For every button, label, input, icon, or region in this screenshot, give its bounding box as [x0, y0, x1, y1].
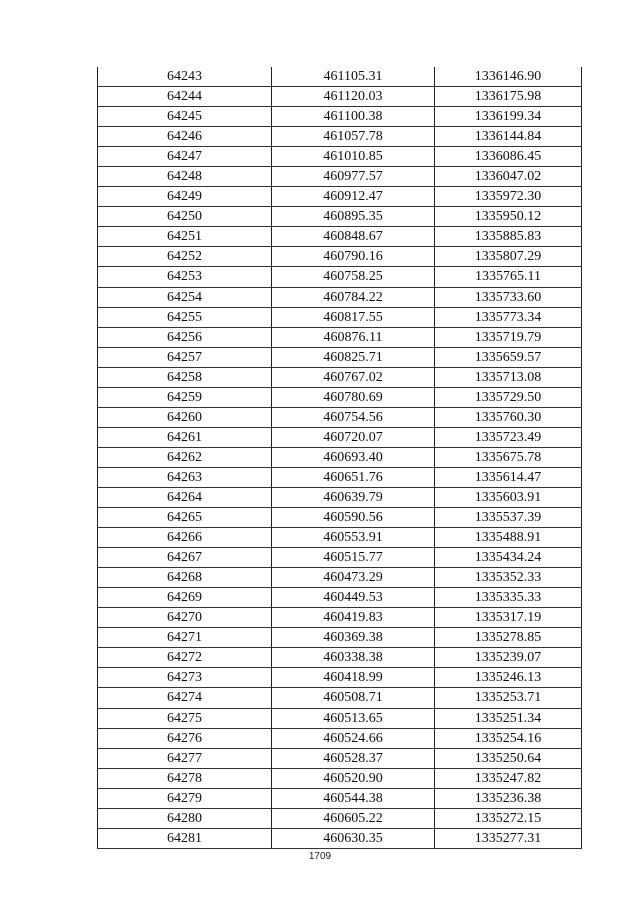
x-coordinate-cell: 460758.25	[272, 267, 435, 287]
coordinates-table-body	[98, 67, 582, 848]
table-row	[98, 628, 582, 648]
x-coordinate-cell: 460780.69	[272, 387, 435, 407]
x-coordinate-cell: 460515.77	[272, 548, 435, 568]
x-coordinate-cell: 460528.37	[272, 748, 435, 768]
point-id-cell: 64256	[98, 327, 272, 347]
x-coordinate-cell: 460520.90	[272, 768, 435, 788]
point-id-cell: 64259	[98, 387, 272, 407]
x-coordinate-cell: 460817.55	[272, 307, 435, 327]
y-coordinate-cell: 1335733.60	[435, 287, 582, 307]
x-coordinate-cell: 460790.16	[272, 247, 435, 267]
x-coordinate-cell: 460418.99	[272, 668, 435, 688]
point-id-cell: 64262	[98, 447, 272, 467]
y-coordinate-cell: 1335723.49	[435, 427, 582, 447]
x-coordinate-cell: 460605.22	[272, 808, 435, 828]
point-id-cell: 64246	[98, 127, 272, 147]
table-row	[98, 728, 582, 748]
y-coordinate-cell: 1335488.91	[435, 528, 582, 548]
y-coordinate-cell: 1335272.15	[435, 808, 582, 828]
x-coordinate-cell: 460720.07	[272, 427, 435, 447]
point-id-cell: 64280	[98, 808, 272, 828]
table-row	[98, 588, 582, 608]
y-coordinate-cell: 1335335.33	[435, 588, 582, 608]
x-coordinate-cell: 460825.71	[272, 347, 435, 367]
table-row	[98, 287, 582, 307]
y-coordinate-cell: 1335765.11	[435, 267, 582, 287]
y-coordinate-cell: 1335278.85	[435, 628, 582, 648]
table-row	[98, 407, 582, 427]
y-coordinate-cell: 1335251.34	[435, 708, 582, 728]
x-coordinate-cell: 460848.67	[272, 227, 435, 247]
y-coordinate-cell: 1335246.13	[435, 668, 582, 688]
table-row	[98, 548, 582, 568]
point-id-cell: 64258	[98, 367, 272, 387]
y-coordinate-cell: 1335807.29	[435, 247, 582, 267]
table-row	[98, 768, 582, 788]
point-id-cell: 64271	[98, 628, 272, 648]
x-coordinate-cell: 460524.66	[272, 728, 435, 748]
x-coordinate-cell: 460590.56	[272, 508, 435, 528]
x-coordinate-cell: 460651.76	[272, 467, 435, 487]
x-coordinate-cell: 460449.53	[272, 588, 435, 608]
point-id-cell: 64245	[98, 107, 272, 127]
point-id-cell: 64257	[98, 347, 272, 367]
point-id-cell: 64270	[98, 608, 272, 628]
table-row	[98, 427, 582, 447]
table-row	[98, 247, 582, 267]
y-coordinate-cell: 1335247.82	[435, 768, 582, 788]
y-coordinate-cell: 1335713.08	[435, 367, 582, 387]
x-coordinate-cell: 460544.38	[272, 788, 435, 808]
table-row	[98, 207, 582, 227]
table-row	[98, 528, 582, 548]
table-row	[98, 508, 582, 528]
table-row	[98, 688, 582, 708]
y-coordinate-cell: 1335236.38	[435, 788, 582, 808]
y-coordinate-cell: 1335972.30	[435, 187, 582, 207]
table-row	[98, 668, 582, 688]
point-id-cell: 64255	[98, 307, 272, 327]
table-row	[98, 487, 582, 507]
y-coordinate-cell: 1335277.31	[435, 828, 582, 848]
y-coordinate-cell: 1335537.39	[435, 508, 582, 528]
point-id-cell: 64254	[98, 287, 272, 307]
x-coordinate-cell: 460912.47	[272, 187, 435, 207]
point-id-cell: 64264	[98, 487, 272, 507]
x-coordinate-cell: 460369.38	[272, 628, 435, 648]
table-row	[98, 127, 582, 147]
table-row	[98, 347, 582, 367]
x-coordinate-cell: 461057.78	[272, 127, 435, 147]
y-coordinate-cell: 1335675.78	[435, 447, 582, 467]
y-coordinate-cell: 1335250.64	[435, 748, 582, 768]
table-row	[98, 648, 582, 668]
point-id-cell: 64263	[98, 467, 272, 487]
point-id-cell: 64253	[98, 267, 272, 287]
x-coordinate-cell: 460639.79	[272, 487, 435, 507]
point-id-cell: 64274	[98, 688, 272, 708]
point-id-cell: 64267	[98, 548, 272, 568]
table-row	[98, 367, 582, 387]
y-coordinate-cell: 1335254.16	[435, 728, 582, 748]
point-id-cell: 64265	[98, 508, 272, 528]
table-row	[98, 107, 582, 127]
table-row	[98, 708, 582, 728]
x-coordinate-cell: 461105.31	[272, 67, 435, 87]
y-coordinate-cell: 1336144.84	[435, 127, 582, 147]
y-coordinate-cell: 1335603.91	[435, 487, 582, 507]
point-id-cell: 64248	[98, 167, 272, 187]
point-id-cell: 64249	[98, 187, 272, 207]
x-coordinate-cell: 460630.35	[272, 828, 435, 848]
point-id-cell: 64279	[98, 788, 272, 808]
x-coordinate-cell: 460473.29	[272, 568, 435, 588]
table-row	[98, 608, 582, 628]
point-id-cell: 64275	[98, 708, 272, 728]
point-id-cell: 64251	[98, 227, 272, 247]
table-row	[98, 227, 582, 247]
y-coordinate-cell: 1335885.83	[435, 227, 582, 247]
x-coordinate-cell: 461010.85	[272, 147, 435, 167]
table-row	[98, 87, 582, 107]
table-row	[98, 267, 582, 287]
x-coordinate-cell: 460876.11	[272, 327, 435, 347]
table-row	[98, 568, 582, 588]
y-coordinate-cell: 1335352.33	[435, 568, 582, 588]
table-row	[98, 808, 582, 828]
y-coordinate-cell: 1336047.02	[435, 167, 582, 187]
table-row	[98, 748, 582, 768]
x-coordinate-cell: 460338.38	[272, 648, 435, 668]
y-coordinate-cell: 1336086.45	[435, 147, 582, 167]
point-id-cell: 64243	[98, 67, 272, 87]
table-row	[98, 167, 582, 187]
point-id-cell: 64244	[98, 87, 272, 107]
page-number: 1709	[308, 851, 332, 862]
y-coordinate-cell: 1335614.47	[435, 467, 582, 487]
x-coordinate-cell: 460754.56	[272, 407, 435, 427]
y-coordinate-cell: 1335773.34	[435, 307, 582, 327]
point-id-cell: 64261	[98, 427, 272, 447]
coordinates-table	[97, 67, 582, 849]
y-coordinate-cell: 1336199.34	[435, 107, 582, 127]
x-coordinate-cell: 460513.65	[272, 708, 435, 728]
table-row	[98, 828, 582, 848]
point-id-cell: 64273	[98, 668, 272, 688]
x-coordinate-cell: 460508.71	[272, 688, 435, 708]
y-coordinate-cell: 1335659.57	[435, 347, 582, 367]
table-row	[98, 327, 582, 347]
x-coordinate-cell: 460693.40	[272, 447, 435, 467]
table-row	[98, 147, 582, 167]
point-id-cell: 64278	[98, 768, 272, 788]
x-coordinate-cell: 461120.03	[272, 87, 435, 107]
x-coordinate-cell: 461100.38	[272, 107, 435, 127]
x-coordinate-cell: 460784.22	[272, 287, 435, 307]
point-id-cell: 64269	[98, 588, 272, 608]
table-row	[98, 788, 582, 808]
y-coordinate-cell: 1335434.24	[435, 548, 582, 568]
x-coordinate-cell: 460895.35	[272, 207, 435, 227]
point-id-cell: 64272	[98, 648, 272, 668]
table-row	[98, 307, 582, 327]
x-coordinate-cell: 460419.83	[272, 608, 435, 628]
x-coordinate-cell: 460767.02	[272, 367, 435, 387]
y-coordinate-cell: 1336146.90	[435, 67, 582, 87]
y-coordinate-cell: 1335729.50	[435, 387, 582, 407]
y-coordinate-cell: 1336175.98	[435, 87, 582, 107]
point-id-cell: 64276	[98, 728, 272, 748]
point-id-cell: 64260	[98, 407, 272, 427]
table-row	[98, 467, 582, 487]
table-row	[98, 187, 582, 207]
x-coordinate-cell: 460553.91	[272, 528, 435, 548]
point-id-cell: 64250	[98, 207, 272, 227]
table-row	[98, 447, 582, 467]
table-row	[98, 67, 582, 87]
point-id-cell: 64268	[98, 568, 272, 588]
x-coordinate-cell: 460977.57	[272, 167, 435, 187]
y-coordinate-cell: 1335317.19	[435, 608, 582, 628]
y-coordinate-cell: 1335719.79	[435, 327, 582, 347]
table-row	[98, 387, 582, 407]
y-coordinate-cell: 1335239.07	[435, 648, 582, 668]
y-coordinate-cell: 1335760.30	[435, 407, 582, 427]
point-id-cell: 64247	[98, 147, 272, 167]
point-id-cell: 64277	[98, 748, 272, 768]
point-id-cell: 64266	[98, 528, 272, 548]
y-coordinate-cell: 1335253.71	[435, 688, 582, 708]
y-coordinate-cell: 1335950.12	[435, 207, 582, 227]
point-id-cell: 64281	[98, 828, 272, 848]
point-id-cell: 64252	[98, 247, 272, 267]
